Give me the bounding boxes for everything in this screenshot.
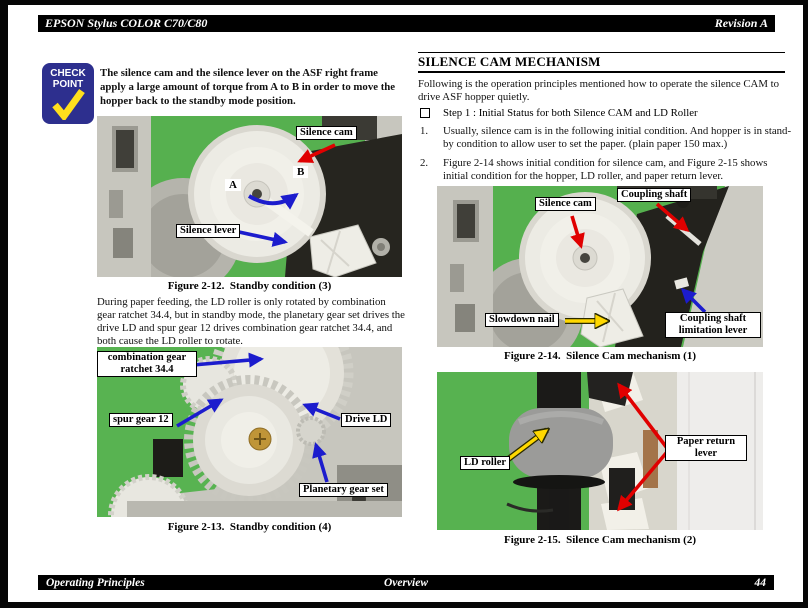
figure-label-ld-roller: LD roller (460, 456, 510, 470)
check-icon (49, 88, 87, 120)
section-heading: SILENCE CAM MECHANISM (418, 54, 601, 69)
list-item (420, 157, 792, 183)
figure-label-b: B (293, 166, 308, 178)
check-point-badge (42, 63, 94, 124)
heading-rule-bottom (418, 71, 785, 73)
figure-2-14-caption: Figure 2-14. Silence Cam mechanism (1) (504, 350, 696, 362)
list-text: Usually, silence cam is in the following initial condition. And hopper is in stand-by condition to allow user to set the paper. (plain paper 150 max.) (443, 125, 792, 150)
figure-label-coupling-shaft: Coupling shaft (617, 188, 691, 202)
figure-label-limitation-lever: Coupling shaft limitation lever (665, 312, 761, 338)
figure-2-14 (437, 186, 763, 347)
checkbox-icon (420, 108, 430, 118)
figure-label-planetary-gear: Planetary gear set (299, 483, 388, 497)
footer-bar (38, 575, 774, 590)
check-point-label-2: POINT (52, 79, 84, 90)
figure-2-12-caption: Figure 2-12. Standby condition (3) (167, 280, 332, 292)
header-revision: Revision A (714, 16, 768, 30)
figure-2-12-photo (97, 116, 402, 277)
figure-label-silence-cam: Silence cam (535, 197, 596, 211)
step-label: Step 1 : Initial Status for both Silence CAM and LD Roller (443, 107, 698, 119)
figure-label-combination-gear: combination gear ratchet 34.4 (97, 351, 197, 377)
figure-label-spur-gear: spur gear 12 (109, 413, 173, 427)
left-paragraph: During paper feeding, the LD roller is only rotated by combination gear ratchet 34.4, but in standby mode, the planetary gear set drives the drive LD and spur gear 12 drives combination gear ratchet 34.4, and both cause the LD roller to rotate. (97, 296, 405, 347)
figure-2-13-caption: Figure 2-13. Standby condition (4) (167, 521, 332, 533)
figure-label-silence-lever: Silence lever (176, 224, 240, 238)
figure-label-silence-cam: Silence cam (296, 126, 357, 140)
step-row (420, 107, 790, 119)
figure-2-13 (97, 347, 402, 517)
figure-label-paper-return-lever: Paper return lever (665, 435, 747, 461)
list-number: 2. (420, 157, 429, 169)
header-title: EPSON Stylus COLOR C70/C80 (45, 16, 208, 30)
list-item (420, 125, 792, 151)
footer-page-number: 44 (754, 576, 766, 589)
document-page (8, 5, 803, 602)
figure-2-15-caption: Figure 2-15. Silence Cam mechanism (2) (504, 534, 696, 546)
figure-label-slowdown-nail: Slowdown nail (485, 313, 559, 327)
footer-chapter: Overview (383, 576, 429, 589)
list-number: 1. (420, 125, 429, 137)
figure-label-a: A (225, 179, 241, 191)
checkpoint-text: The silence cam and the silence lever on the ASF right frame apply a large amount of torque from A to B in order to move the hopper back to the standby mode position. (100, 67, 396, 107)
figure-2-15 (437, 372, 763, 530)
figure-label-drive-ld: Drive LD (341, 413, 391, 427)
header-bar (38, 15, 775, 32)
heading-rule-top (418, 52, 785, 53)
section-intro: Following is the operation principles mentioned how to operate the silence CAM to drive ASF hopper quietly. (418, 78, 780, 103)
footer-section: Operating Principles (46, 576, 145, 589)
figure-2-12 (97, 116, 402, 277)
list-text: Figure 2-14 shows initial condition for silence cam, and Figure 2-15 shows initial condition for the hopper, LD roller, and paper return lever. (443, 157, 768, 182)
check-point-label-1: CHECK (50, 68, 86, 79)
